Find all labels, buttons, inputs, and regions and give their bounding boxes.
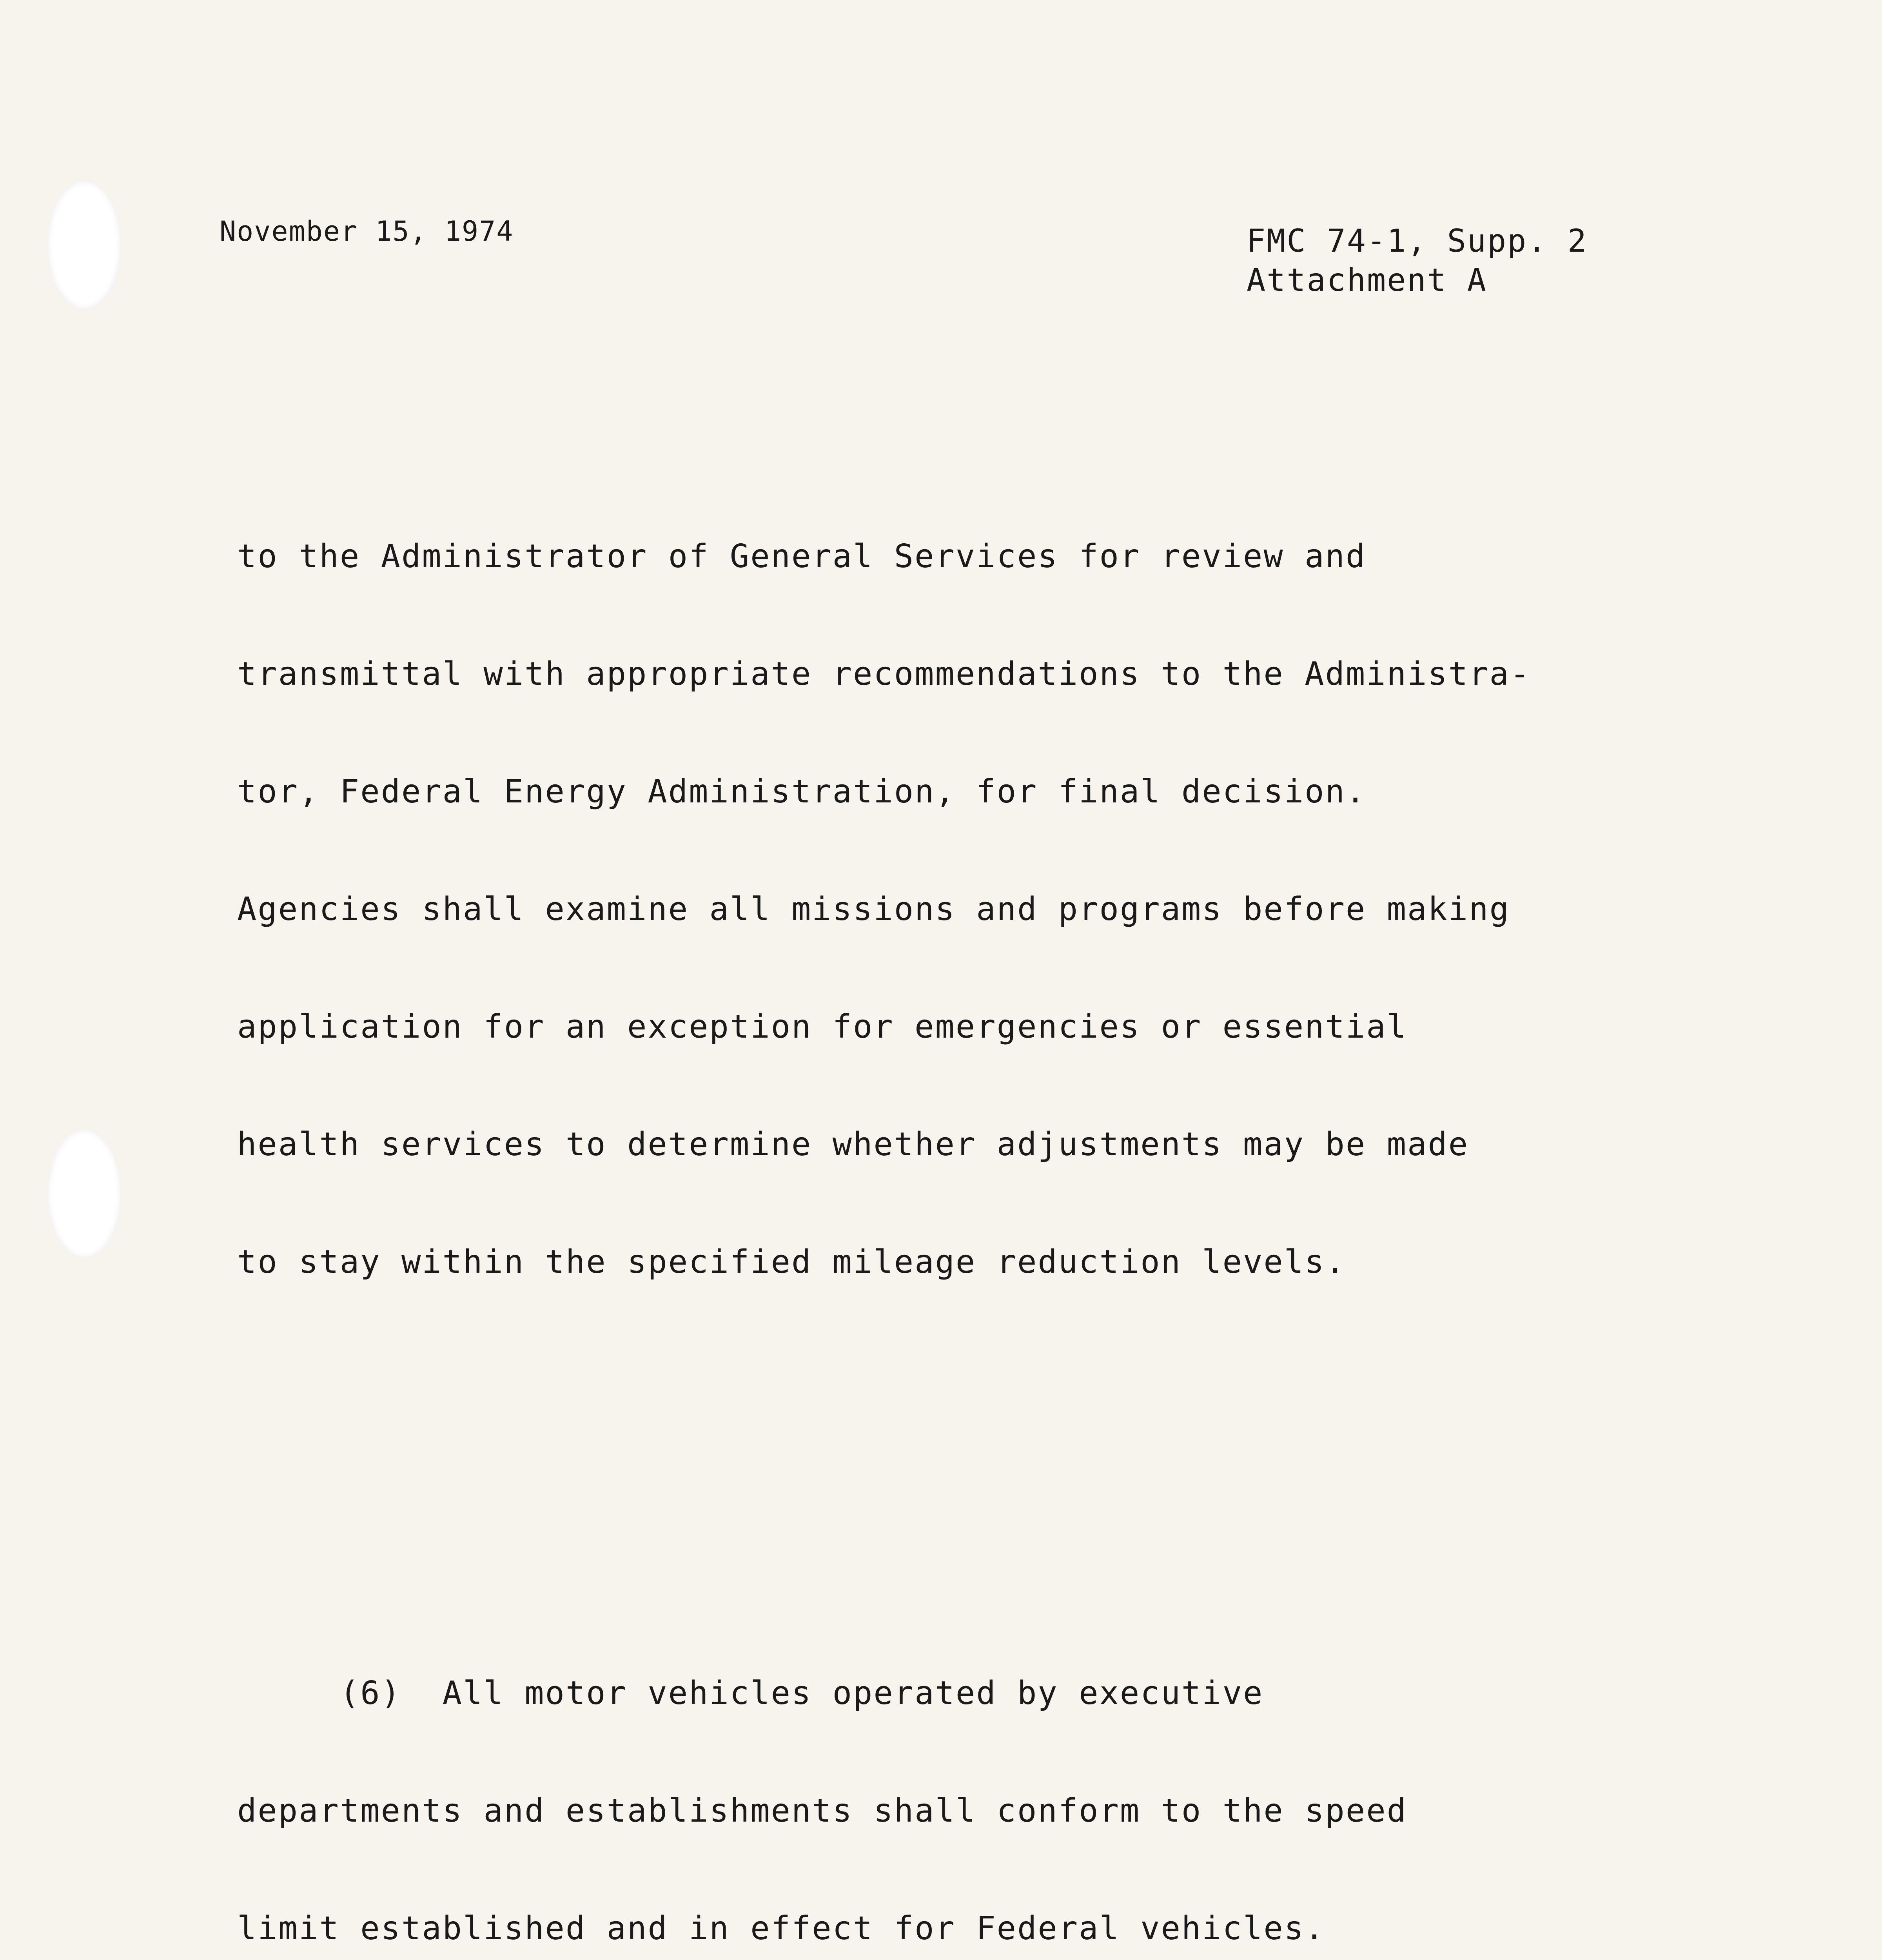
text-line: tor, Federal Energy Administration, for final decision. — [237, 773, 1367, 810]
text-line: Agencies shall examine all missions and programs before making — [237, 891, 1510, 928]
document-body — [237, 341, 1750, 1960]
paragraph-item-6 — [237, 1595, 1750, 1960]
text-line: transmittal with appropriate recommendations to the Administra- — [237, 655, 1531, 693]
text-line: departments and establishments shall conform to the speed — [237, 1792, 1407, 1829]
document-id: FMC 74-1, Supp. 2 — [1247, 223, 1588, 259]
text-line: to the Administrator of General Services for review and — [237, 538, 1367, 575]
punch-hole-top — [47, 180, 122, 310]
text-line: health services to determine whether adjustments may be made — [237, 1126, 1469, 1163]
punch-hole-middle — [47, 1129, 122, 1258]
document-date: November 15, 1974 — [220, 215, 514, 247]
attachment-label: Attachment A — [1247, 262, 1487, 298]
text-line: limit established and in effect for Federal vehicles. — [237, 1910, 1325, 1947]
text-line: application for an exception for emergencies or essential — [237, 1008, 1407, 1045]
paragraph-intro — [237, 459, 1750, 1360]
document-reference — [1247, 221, 1588, 300]
text-line: to stay within the specified mileage reduction levels. — [237, 1243, 1346, 1281]
text-line: (6) All motor vehicles operated by executive — [237, 1675, 1264, 1712]
